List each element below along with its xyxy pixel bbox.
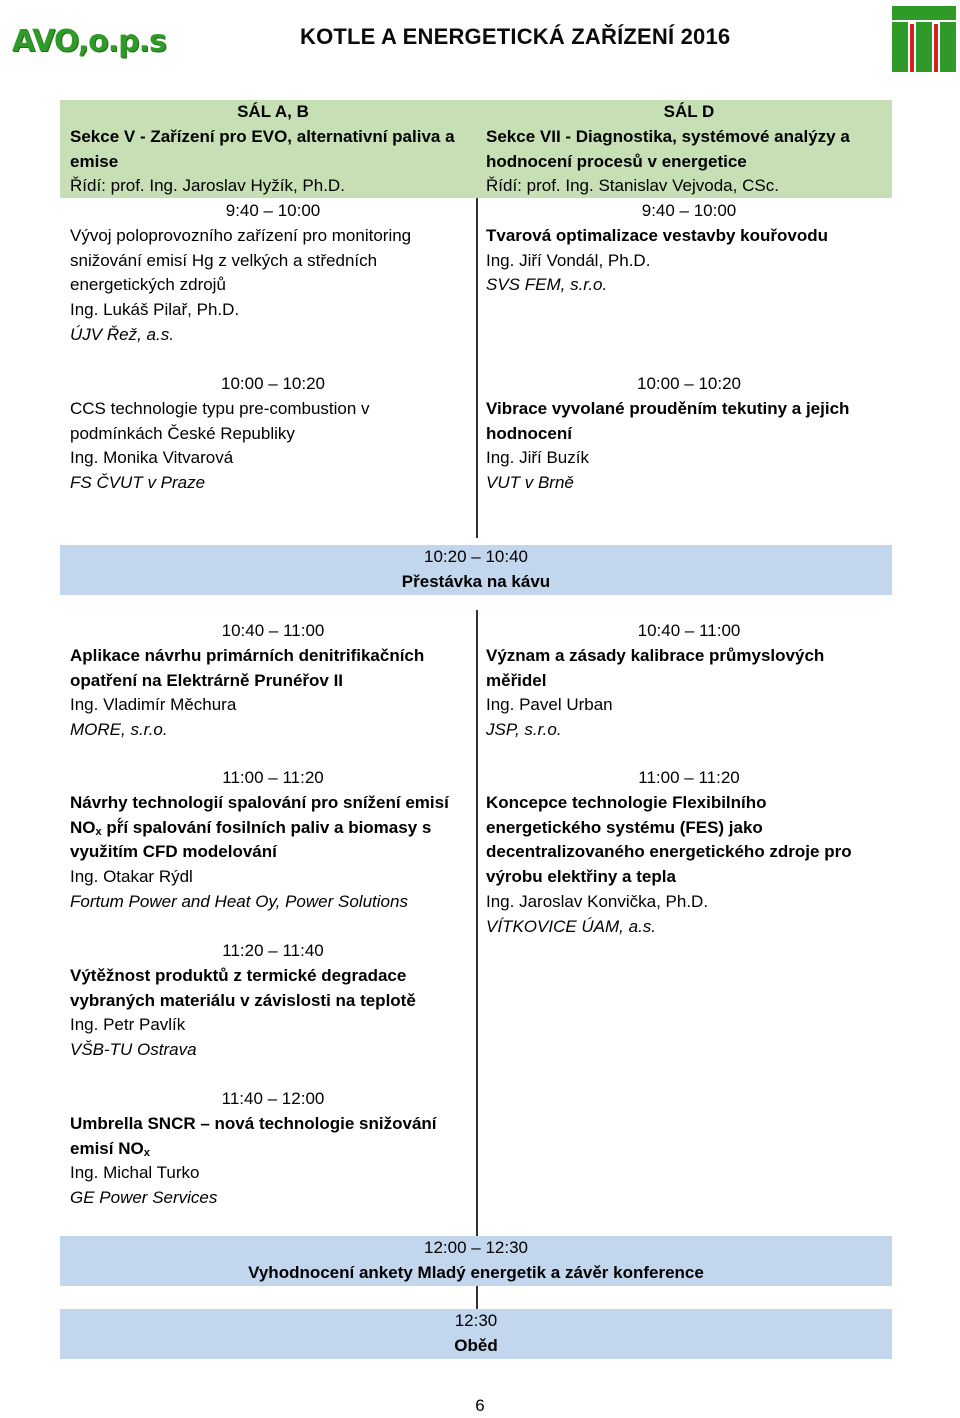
left-session-header: [60, 100, 476, 198]
avo-logo: [12, 22, 166, 62]
talk-title: decentralizovaného energetického zdroje pro: [486, 842, 852, 862]
talk-organization: FS ČVUT v Praze: [70, 473, 206, 493]
talk-title-part: emisí NO: [70, 1138, 144, 1158]
talk-title: Vibrace vyvolané prouděním tekutiny a jejich: [486, 398, 850, 418]
talk-block: [60, 766, 476, 915]
band-label: Vyhodnocení ankety Mladý energetik a závěr konference: [248, 1262, 704, 1282]
talk-organization: VÍTKOVICE ÚAM, a.s.: [486, 916, 657, 936]
talk-title: měřidel: [486, 670, 547, 690]
section-title: emise: [70, 151, 119, 171]
talk-organization: GE Power Services: [70, 1188, 218, 1208]
talk-time: 11:00 – 11:20: [638, 768, 740, 787]
talk-title: využitím CFD modelování: [70, 842, 277, 862]
talk-block: [476, 766, 892, 940]
talk-block: [60, 939, 476, 1063]
talk-block: [60, 1087, 476, 1211]
talk-time: 11:40 – 12:00: [221, 1089, 325, 1108]
talk-title: Umbrella SNCR – nová technologie snižování: [70, 1113, 437, 1133]
talk-speaker: Ing. Jaroslav Konvička, Ph.D.: [486, 891, 709, 911]
talk-time: 10:00 – 10:20: [221, 374, 325, 393]
page-number: 6: [475, 1396, 485, 1415]
talk-organization: ÚJV Řež, a.s.: [70, 324, 174, 344]
talk-title: [70, 816, 476, 841]
talk-title: vybraných materiálu v závislosti na teplotě: [70, 990, 416, 1010]
talk-speaker: Ing. Lukáš Pilař, Ph.D.: [70, 300, 240, 320]
band-time: 12:00 – 12:30: [424, 1238, 528, 1257]
talk-time: 9:40 – 10:00: [225, 201, 321, 220]
page-title: KOTLE A ENERGETICKÁ ZAŘÍZENÍ 2016: [300, 24, 731, 49]
subscript: x: [143, 1146, 150, 1159]
talk-title: Výtěžnost produktů z termické degradace: [70, 965, 407, 985]
hall-label: SÁL A, B: [237, 102, 309, 121]
talk-title: Koncepce technologie Flexibilního: [486, 792, 767, 812]
talk-speaker: Ing. Petr Pavlík: [70, 1015, 186, 1035]
talk-title: snižování emisí Hg z velkých a středních: [70, 250, 378, 270]
coffee-break-band: [60, 545, 892, 595]
talk-organization: JSP, s.r.o.: [486, 720, 562, 740]
band-time: 12:30: [454, 1311, 498, 1330]
talk-organization: MORE, s.r.o.: [70, 720, 168, 740]
right-session-header: [476, 100, 892, 198]
subscript: x: [95, 825, 102, 838]
talk-title: Význam a zásady kalibrace průmyslových: [486, 645, 825, 665]
band-label: Oběd: [454, 1335, 498, 1355]
conference-logo-icon: [890, 4, 958, 74]
talk-title-part: NO: [70, 817, 96, 837]
talk-speaker: Ing. Pavel Urban: [486, 695, 613, 715]
talk-title-part: př́í spalování fosilních paliv a biomasy s: [101, 817, 432, 837]
talk-title: hodnocení: [486, 423, 572, 443]
talk-title: Návrhy technologií spalování pro snížení emisí: [70, 792, 449, 812]
talk-title: opatření na Elektrárně Prunéřov II: [70, 670, 344, 690]
talk-block: [60, 372, 476, 496]
talk-time: 11:20 – 11:40: [222, 941, 324, 960]
talk-title: CCS technologie typu pre-combustion v: [70, 398, 370, 418]
talk-block: [60, 619, 476, 743]
talk-title: Aplikace návrhu primárních denitrifikačních: [70, 645, 425, 665]
section-title: Sekce VII - Diagnostika, systémové analýzy a: [486, 126, 850, 146]
talk-time: 10:00 – 10:20: [637, 374, 741, 393]
column-divider: [476, 1285, 478, 1309]
band-label: Přestávka na kávu: [401, 571, 551, 591]
talk-speaker: Ing. Jiří Buzík: [486, 448, 589, 468]
talk-title: podmínkách České Republiky: [70, 423, 295, 443]
talk-title: [70, 1137, 476, 1162]
talk-title: Vývoj poloprovozního zařízení pro monitoring: [70, 225, 412, 245]
avo-logo-text: AVO,o.p.s: [12, 24, 166, 59]
talk-time: 10:40 – 11:00: [221, 621, 325, 640]
lunch-band: [60, 1309, 892, 1359]
talk-organization: SVS FEM, s.r.o.: [486, 275, 608, 295]
talk-title: výrobu elektřiny a tepla: [486, 867, 676, 887]
talk-title: energetického systému (FES) jako: [486, 817, 763, 837]
session-chair: Řídí: prof. Ing. Jaroslav Hyžík, Ph.D.: [70, 176, 345, 196]
talk-time: 11:00 – 11:20: [222, 768, 324, 787]
section-title: hodnocení procesů v energetice: [486, 151, 747, 171]
talk-time: 9:40 – 10:00: [641, 201, 737, 220]
talk-organization: VŠB-TU Ostrava: [70, 1040, 197, 1060]
talk-block: [476, 619, 892, 743]
session-chair: Řídí: prof. Ing. Stanislav Vejvoda, CSc.: [486, 176, 779, 196]
hall-label: SÁL D: [663, 102, 715, 121]
band-time: 10:20 – 10:40: [424, 547, 528, 566]
talk-organization: VUT v Brně: [486, 473, 574, 493]
talk-block: [476, 199, 892, 298]
talk-title: Tvarová optimalizace vestavby kouřovodu: [486, 225, 829, 245]
talk-speaker: Ing. Otakar Rýdl: [70, 867, 193, 887]
talk-speaker: Ing. Vladimír Měchura: [70, 695, 237, 715]
talk-time: 10:40 – 11:00: [637, 621, 741, 640]
talk-organization: Fortum Power and Heat Oy, Power Solutions: [70, 891, 408, 911]
closing-band: [60, 1236, 892, 1286]
talk-block: [60, 199, 476, 348]
talk-block: [476, 372, 892, 496]
talk-speaker: Ing. Monika Vitvarová: [70, 448, 234, 468]
talk-speaker: Ing. Jiří Vondál, Ph.D.: [486, 250, 651, 270]
talk-speaker: Ing. Michal Turko: [70, 1163, 200, 1183]
talk-title: energetických zdrojů: [70, 275, 226, 295]
section-title: Sekce V - Zařízení pro EVO, alternativní paliva a: [70, 126, 455, 146]
